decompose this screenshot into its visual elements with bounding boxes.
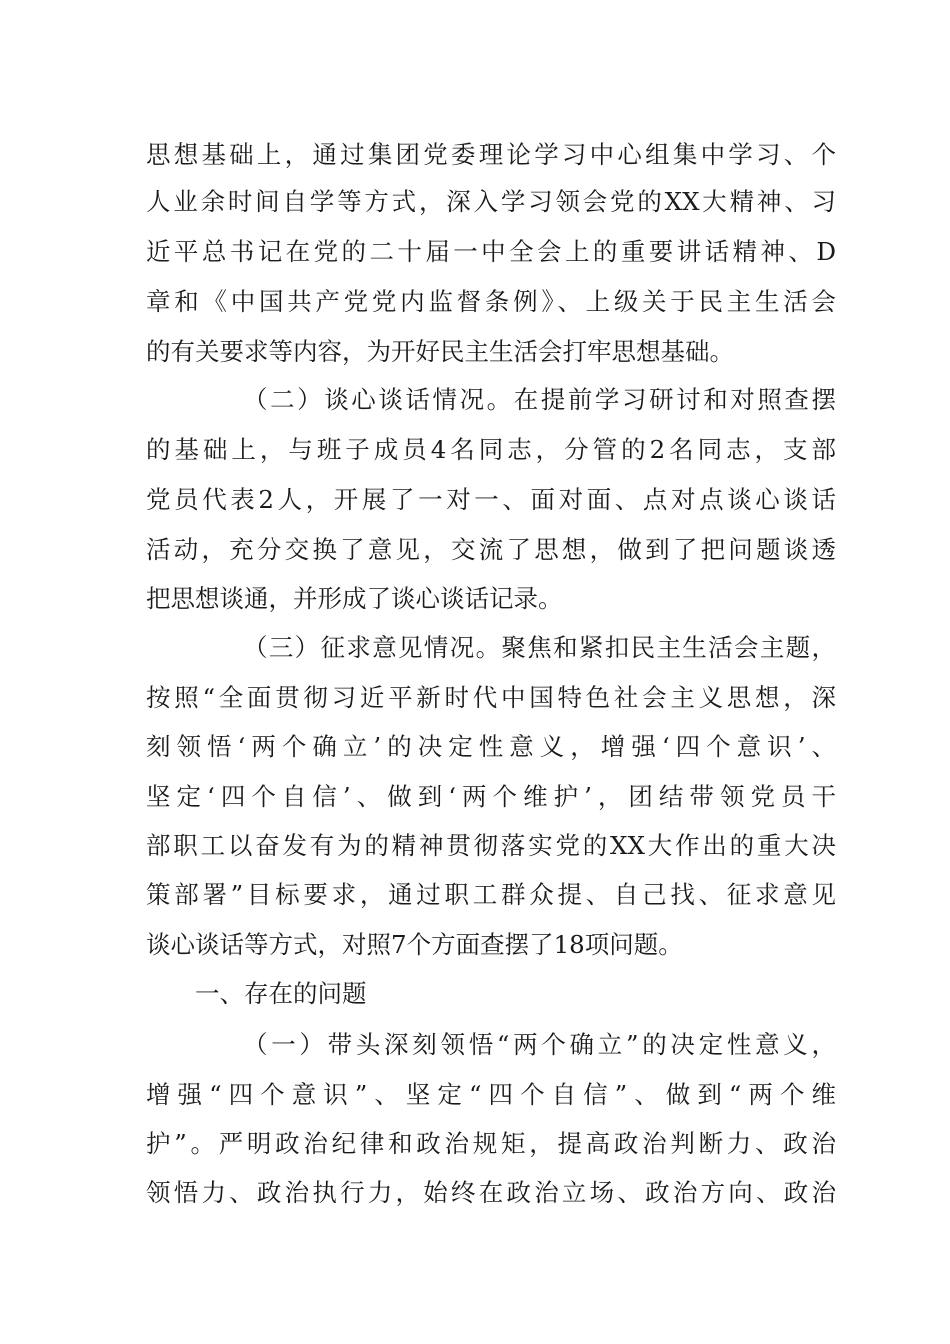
paragraph-line: 护”。严明政治纪律和政治规矩，提高政治判断力、政治 [146, 1129, 836, 1158]
paragraph-line: 活动，充分交换了意见，交流了思想，做到了把问题谈透 [146, 535, 836, 564]
paragraph-line: 章和《中国共产党党内监督条例》、上级关于民主生活会 [146, 287, 836, 316]
paragraph-line: 人业余时间自学等方式，深入学习领会党的XX大精神、习 [146, 187, 836, 216]
paragraph-line: 党员代表2人，开展了一对一、面对面、点对点谈心谈话 [146, 485, 836, 514]
section-heading-line: （二）谈心谈话情况。在提前学习研讨和对照查摆 [243, 385, 836, 414]
paragraph-line: 刻领悟‘两个确立’的决定性意义，增强‘四个意识’、 [146, 732, 836, 761]
paragraph-line: 的有关要求等内容，为开好民主生活会打牢思想基础。 [146, 337, 734, 366]
paragraph-line: 近平总书记在党的二十届一中全会上的重要讲话精神、D [146, 237, 836, 266]
paragraph-line: 思想基础上，通过集团党委理论学习中心组集中学习、个 [146, 140, 836, 169]
paragraph-line: 部职工以奋发有为的精神贯彻落实党的XX大作出的重大决 [146, 831, 836, 860]
section-heading-line: （一）带头深刻领悟“两个确立”的决定性意义， [243, 1030, 836, 1059]
paragraph-line: 策部署”目标要求，通过职工群众提、自己找、征求意见 [146, 880, 836, 909]
paragraph-line: 把思想谈通，并形成了谈心谈话记录。 [146, 584, 563, 613]
paragraph-line: 增强“四个意识”、坚定“四个自信”、做到“两个维 [146, 1080, 836, 1109]
paragraph-line: 按照“全面贯彻习近平新时代中国特色社会主义思想，深 [146, 683, 836, 712]
section-heading-line: （三）征求意见情况。聚焦和紧扣民主生活会主题， [243, 633, 836, 662]
paragraph-line: 谈心谈话等方式，对照7个方面查摆了18项问题。 [146, 930, 683, 959]
paragraph-line: 坚定‘四个自信’、做到‘两个维护’，团结带领党员干 [146, 782, 836, 811]
paragraph-line: 的基础上，与班子成员4名同志，分管的2名同志，支部 [146, 435, 836, 464]
chapter-heading: 一、存在的问题 [195, 979, 367, 1008]
paragraph-line: 领悟力、政治执行力，始终在政治立场、政治方向、政治 [146, 1178, 836, 1207]
